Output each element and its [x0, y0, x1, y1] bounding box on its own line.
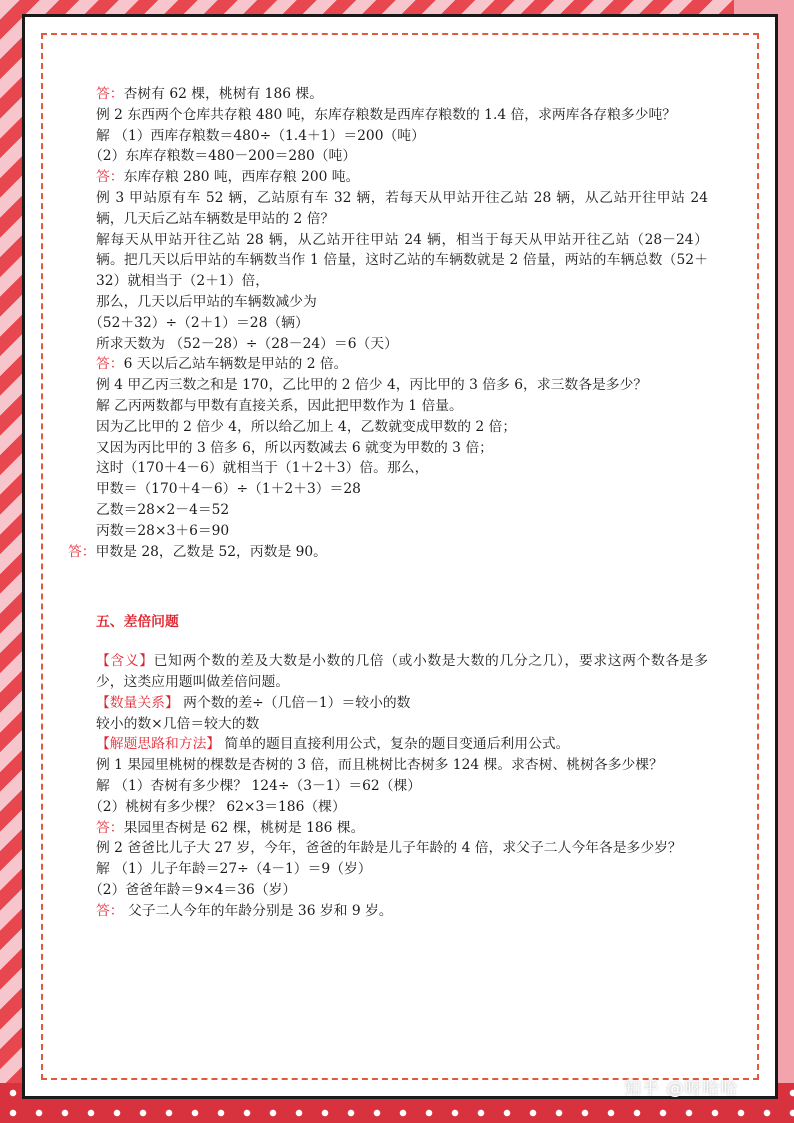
answer-line: [68, 901, 708, 922]
answer-text: 父子二人今年的年龄分别是 36 岁和 9 岁。: [123, 902, 393, 919]
example-4: 例 4 甲乙丙三数之和是 170，乙比甲的 2 倍少 4，丙比甲的 3 倍多 6，求三数各是多少？: [96, 377, 648, 394]
solution-line: 解 （1）杏树有多少棵？ 124÷（3－1）＝62（棵）: [96, 777, 422, 794]
answer-label: 答：: [96, 819, 124, 836]
solution-line: 又因为丙比甲的 3 倍多 6，所以丙数减去 6 就变为甲数的 3 倍；: [96, 439, 493, 456]
solution-line: 这时（170＋4－6）就相当于（1＋2＋3）倍。那么，: [96, 460, 429, 477]
example-2b: 例 2 爸爸比儿子大 27 岁，今年，爸爸的年龄是儿子年龄的 4 倍，求父子二人今年各是多少岁？: [96, 840, 682, 857]
definition-paragraph: [68, 651, 708, 693]
answer-line: [68, 542, 708, 563]
document-content: [68, 84, 708, 921]
watermark: 知乎 @呀哈哈: [624, 1079, 739, 1099]
solution-line: （52＋32）÷（2＋1）＝28（辆）: [89, 314, 309, 331]
method-text: 简单的题目直接利用公式，复杂的题目变通后利用公式。: [220, 736, 570, 753]
example-3: 例 3 甲站原有车 52 辆，乙站原有车 32 辆，若每天从甲站开往乙站 28 辆，从乙站开往甲站 24 辆，几天后乙站车辆数是甲站的 2 倍？: [96, 189, 708, 227]
answer-line: [68, 818, 708, 839]
relation-text: 两个数的差÷（几倍－1）＝较小的数: [178, 694, 411, 711]
method-label: 【解题思路和方法】: [96, 736, 221, 753]
answer-line: [68, 354, 708, 375]
answer-text: 甲数是 28，乙数是 52，丙数是 90。: [95, 543, 327, 560]
solution-line: 所求天数为 （52－28）÷（28－24）＝6（天）: [96, 335, 398, 352]
answer-text: 东库存粮 280 吨，西库存粮 200 吨。: [123, 169, 360, 186]
method-line: [68, 734, 708, 755]
answer-line: [68, 167, 708, 188]
answer-text: 果园里杏树是 62 棵，桃树是 186 棵。: [123, 819, 365, 836]
section-title: 五、差倍问题: [96, 614, 179, 631]
solution-line: 解 （1）西库存粮数＝480÷（1.4＋1）＝200（吨）: [96, 127, 425, 144]
solution-paragraph: 解每天从甲站开往乙站 28 辆，从乙站开往甲站 24 辆，相当于每天从甲站开往乙站（28－24）辆。把几天以后甲站的车辆数当作 1 倍量，这时乙站的车辆数就是 2 倍量，两站的车辆总数（52＋32）就相当于（2＋1）倍，: [96, 231, 708, 290]
definition-label: 【含义】: [96, 653, 154, 670]
answer-label: 答：: [96, 356, 124, 373]
answer-text: 6 天以后乙站车辆数是甲站的 2 倍。: [123, 356, 348, 373]
answer-label: 答：: [68, 543, 96, 560]
solution-line: 那么，几天以后甲站的车辆数减少为: [96, 293, 317, 310]
solution-line: 解 （1）儿子年龄＝27÷（4－1）＝9（岁）: [96, 861, 372, 878]
answer-label: 答：: [96, 86, 124, 102]
example-1: 例 1 果园里桃树的棵数是杏树的 3 倍，而且桃树比杏树多 124 棵。求杏树、桃树各多少棵？: [96, 757, 663, 774]
answer-text: 杏树有 62 棵，桃树有 186 棵。: [123, 86, 323, 102]
solution-line: 丙数＝28×3＋6＝90: [96, 522, 230, 539]
relation-line-2: 较小的数×几倍＝较大的数: [96, 715, 260, 732]
solution-line: （2）爸爸年龄＝9×4＝36（岁）: [89, 881, 297, 898]
answer-label: 答：: [96, 169, 124, 186]
solution-line: 乙数＝28×2－4＝52: [96, 501, 230, 518]
solution-line: 因为乙比甲的 2 倍少 4，所以给乙加上 4，乙数就变成甲数的 2 倍；: [96, 418, 517, 435]
solution-line: 甲数＝（170＋4－6）÷（1＋2＋3）＝28: [96, 481, 361, 498]
answer-label: 答：: [96, 902, 124, 919]
definition-text: 已知两个数的差及大数是小数的几倍（或小数是大数的几分之几），要求这两个数各是多少，这类应用题叫做差倍问题。: [96, 653, 708, 690]
relation-label: 【数量关系】: [96, 694, 179, 711]
solution-line: （2）东库存粮数＝480－200＝280（吨）: [89, 148, 357, 165]
relation-line: [68, 693, 708, 714]
solution-line: 解 乙丙两数都与甲数有直接关系，因此把甲数作为 1 倍量。: [96, 397, 463, 414]
solution-line: （2）桃树有多少棵？ 62×3＝186（棵）: [89, 798, 346, 815]
answer-line: [68, 84, 708, 105]
example-2: 例 2 东西两个仓库共存粮 480 吨，东库存粮数是西库存粮数的 1.4 倍，求两库各存粮多少吨？: [96, 106, 677, 123]
